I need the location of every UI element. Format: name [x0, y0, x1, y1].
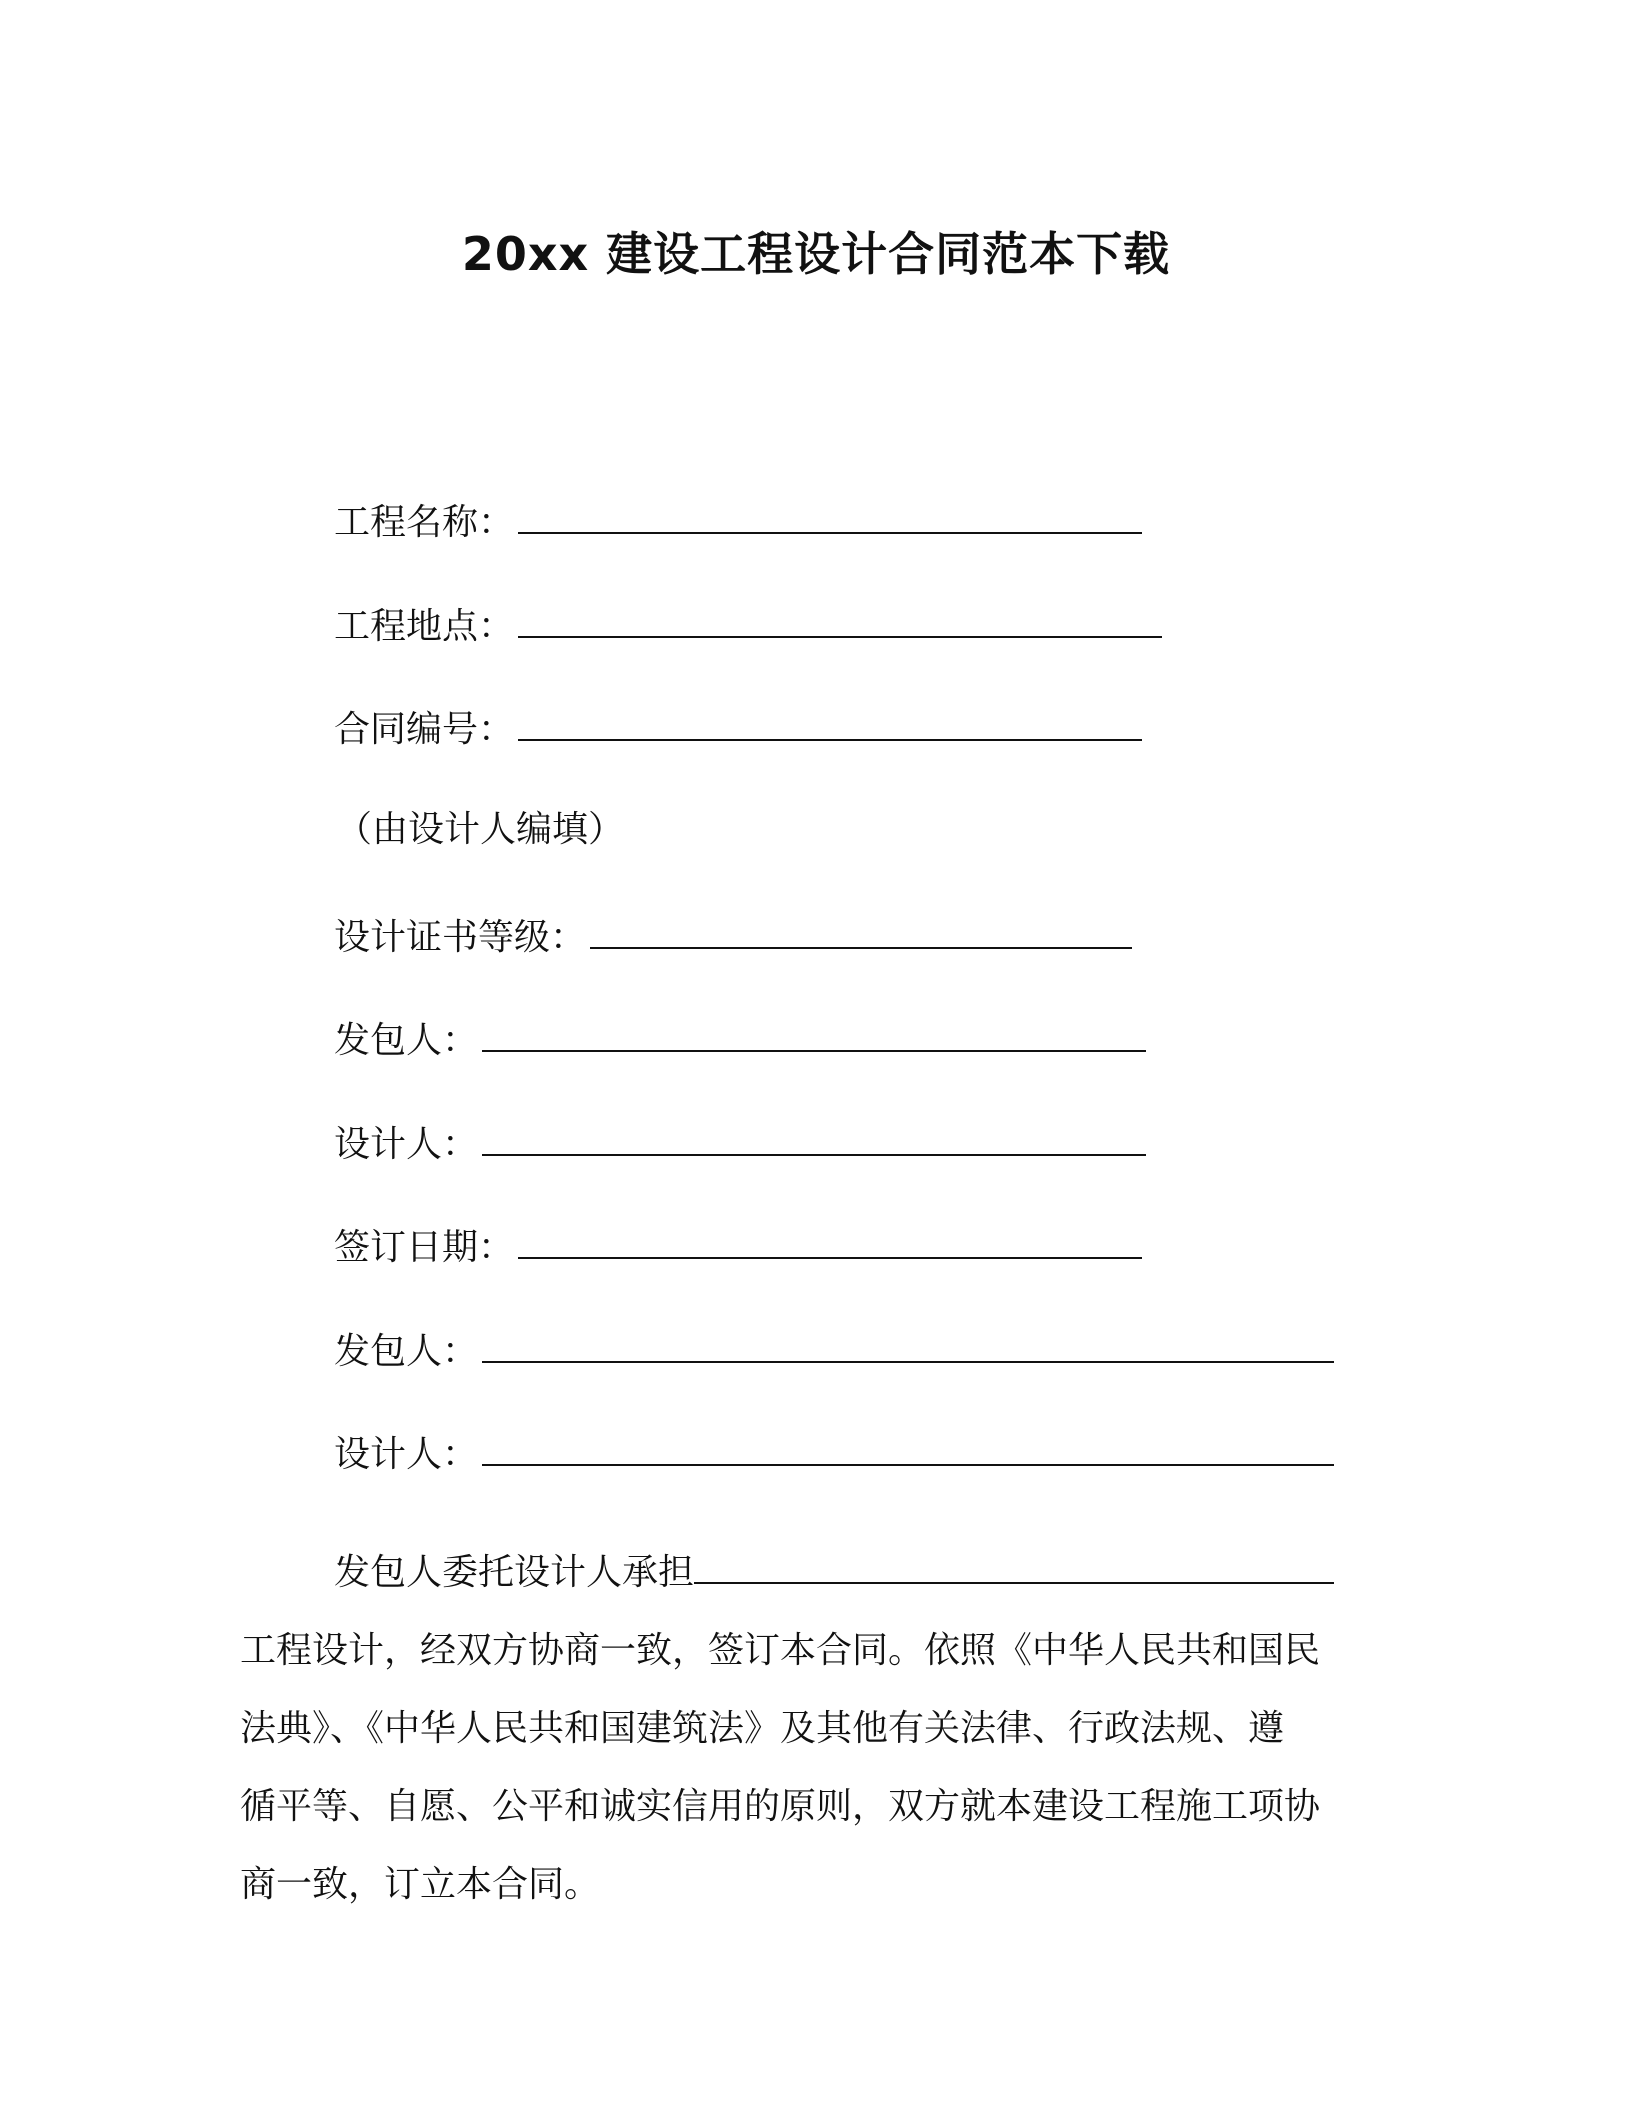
field-label: 工程地点： [334, 606, 515, 647]
field-label: 发包人： [334, 1331, 479, 1372]
field-note [336, 806, 624, 854]
intro-line: 循平等、自愿、公平和诚实信用的原则，双方就本建设工程施工项协 [240, 1786, 1321, 1827]
field-client [334, 1017, 1146, 1065]
fill-in-blank [518, 719, 1142, 741]
field-project-location [334, 603, 1162, 651]
intro-line: 法典》、《中华人民共和国建筑法》及其他有关法律、行政法规、遵 [240, 1708, 1285, 1749]
field-label: 设计人： [334, 1124, 479, 1165]
fill-in-blank [518, 512, 1142, 534]
field-signing-date [334, 1224, 1142, 1272]
field-label: 发包人： [334, 1020, 479, 1061]
intro-line: 工程设计，经双方协商一致，签订本合同。依照《中华人民共和国民 [240, 1630, 1321, 1671]
note-text: （由设计人编填） [336, 809, 625, 850]
field-project-name [334, 499, 1142, 547]
field-label: 设计证书等级： [334, 917, 587, 958]
intro-first-line [240, 1534, 1360, 1612]
fill-in-blank [482, 1030, 1146, 1052]
field-contract-number [334, 706, 1142, 754]
fill-in-blank [482, 1341, 1334, 1363]
document-title: 20xx 建设工程设计合同范本下载 [461, 227, 1171, 281]
field-client-signature [334, 1328, 1334, 1376]
fill-in-blank [518, 1237, 1142, 1259]
field-label: 签订日期： [334, 1227, 515, 1268]
fill-in-blank [590, 927, 1132, 949]
fill-in-blank [482, 1134, 1146, 1156]
field-certificate-grade [334, 914, 1132, 962]
fill-in-blank [482, 1444, 1334, 1466]
intro-line: 商一致，订立本合同。 [240, 1864, 601, 1905]
fill-in-blank [518, 616, 1162, 638]
intro-lead-text: 发包人委托设计人承担 [334, 1552, 695, 1593]
field-label: 合同编号： [334, 709, 515, 750]
field-designer [334, 1121, 1146, 1169]
intro-paragraph [240, 1534, 1360, 1924]
field-designer-signature [334, 1431, 1334, 1479]
field-label: 工程名称： [334, 502, 515, 543]
field-label: 设计人： [334, 1434, 479, 1475]
fill-in-blank [694, 1562, 1334, 1584]
